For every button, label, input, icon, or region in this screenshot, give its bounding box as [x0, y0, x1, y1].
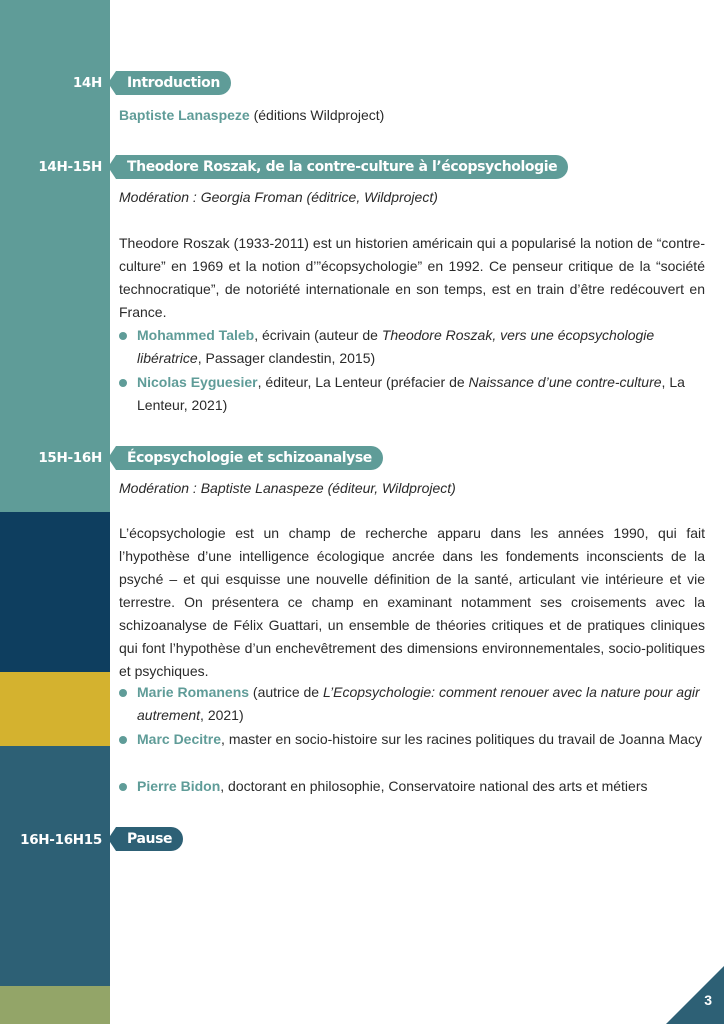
sidebar-band-olive — [0, 986, 110, 1024]
speaker-name: Nicolas Eyguesier — [137, 374, 258, 390]
speaker-name: Pierre Bidon — [137, 778, 221, 794]
bullet-dot — [119, 689, 127, 697]
book-title: Theodore Roszak, vers une écopsychologie libératrice — [137, 327, 655, 366]
speaker-name: Baptiste Lanaspeze — [119, 107, 250, 123]
session-description: L’écopsychologie est un champ de recherche apparu dans les années 1990, qui fait l’hypothèse d’une intelligence écologique ancrée dans les fondements inconscients de la psyché – et qui esquisse une nouvelle définition de la santé, articulant vie intérieure et vie terrestre. On présentera ce champ en examinant notamment ses croisements avec la schizoanalyse de Félix Guattari, un ensemble de théories critiques et de pratiques cliniques qui font l’hypothèse d’un enchevêtrement des dimensions environnementales, socio-politiques et psychiques. — [119, 525, 705, 679]
speaker-details: , doctorant en philosophie, Conservatoire national des arts et métiers — [220, 778, 648, 794]
sidebar-band-mustard — [0, 672, 110, 746]
book-title: Naissance d’une contre-culture — [468, 374, 662, 390]
session-title: Écopsychologie et schizoanalyse — [116, 446, 383, 470]
sidebar-band-petrol — [0, 746, 110, 986]
speaker-details-end: , 2021) — [200, 707, 244, 723]
session-moderation: Modération : Georgia Froman (éditrice, Wildproject) — [119, 189, 438, 205]
session-time: 14H — [72, 75, 102, 91]
bullet-dot — [119, 332, 127, 340]
speaker-list-item — [119, 324, 705, 370]
speaker-details-end: , La Lenteur, 2021) — [137, 374, 685, 413]
speaker-list-item — [119, 728, 705, 751]
book-title: L’Ecopsychologie: comment renouer avec la nature pour agir autrement — [137, 684, 700, 723]
speaker-list-item — [119, 775, 705, 798]
page-number: 3 — [704, 992, 712, 1008]
speaker-name: Mohammed Taleb — [137, 327, 255, 343]
speaker-details: , écrivain (auteur de — [254, 327, 382, 343]
session-description: Theodore Roszak (1933-2011) est un historien américain qui a popularisé la notion de “contre-culture” en 1969 et la notion d’”écopsychologie” en 1992. Ce penseur critique de la “société technocratique”, de notoriété internationale en son temps, est en train d’être redécouvert en France. — [119, 235, 705, 320]
sidebar-band-navy — [0, 512, 110, 672]
session-title: Introduction — [116, 71, 231, 95]
speaker-affiliation: (éditions Wildproject) — [249, 107, 385, 123]
page-corner — [666, 966, 724, 1024]
speaker-list-item — [119, 371, 705, 417]
speaker-name: Marie Romanens — [137, 684, 250, 700]
session-time: 15H-16H — [38, 450, 102, 466]
session-time: 14H-15H — [38, 159, 102, 175]
speaker-details: (autrice de — [249, 684, 323, 700]
speaker-details-end: , Passager clandestin, 2015) — [197, 350, 376, 366]
speaker-list-item — [119, 681, 705, 727]
bullet-dot — [119, 783, 127, 791]
session-speaker — [119, 104, 705, 127]
session-title: Pause — [116, 827, 183, 851]
bullet-dot — [119, 379, 127, 387]
session-title: Theodore Roszak, de la contre-culture à l’écopsychologie — [116, 155, 568, 179]
session-moderation: Modération : Baptiste Lanaspeze (éditeur, Wildproject) — [119, 480, 456, 496]
speaker-details: , éditeur, La Lenteur (préfacier de — [257, 374, 469, 390]
speaker-name: Marc Decitre — [137, 731, 222, 747]
session-time: 16H-16H15 — [20, 832, 102, 848]
speaker-details: , master en socio-histoire sur les racines politiques du travail de Joanna Macy — [221, 731, 702, 747]
bullet-dot — [119, 736, 127, 744]
